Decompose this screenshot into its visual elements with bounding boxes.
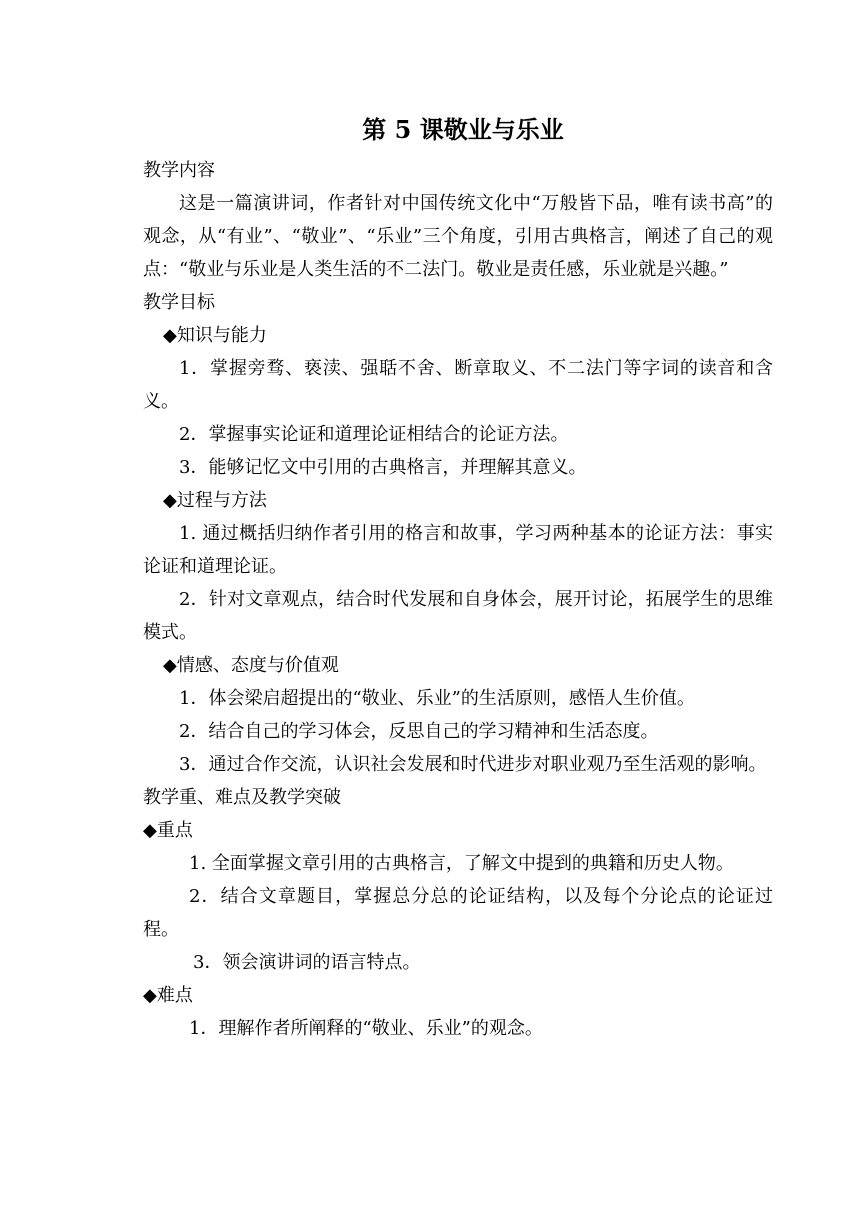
focus-item: 2．结合文章题目，掌握总分总的论证结构，以及每个分论点的论证过程。 [143, 886, 773, 940]
knowledge-item: 2．掌握事实论证和道理论证相结合的论证方法。 [179, 424, 569, 445]
emotion-item: 1．体会梁启超提出的“敬业、乐业”的生活原则，感悟人生价值。 [179, 688, 695, 709]
focus-item: 1. 全面掌握文章引用的古典格言，了解文中提到的典籍和历史人物。 [189, 853, 734, 874]
document-page [143, 110, 773, 1045]
section-heading-goals: 教学目标 [143, 292, 215, 313]
subheading-process: ◆过程与方法 [163, 490, 267, 511]
focus-item: 3．领会演讲词的语言特点。 [193, 952, 421, 973]
section-heading-key: 教学重、难点及教学突破 [143, 787, 341, 808]
process-item: 1. 通过概括归纳作者引用的格言和故事，学习两种基本的论证方法：事实论证和道理论证。 [143, 523, 773, 577]
difficulty-item: 1．理解作者所阐释的“敬业、乐业”的观念。 [189, 1018, 543, 1039]
page-title: 第 5 课敬业与乐业 [362, 115, 564, 144]
subheading-difficulty: ◆难点 [143, 985, 193, 1006]
subheading-focus: ◆重点 [143, 820, 193, 841]
subheading-knowledge: ◆知识与能力 [163, 325, 267, 346]
emotion-item: 3．通过合作交流，认识社会发展和时代进步对职业观乃至生活观的影响。 [179, 754, 767, 775]
knowledge-item: 1．掌握旁骛、亵渎、强聒不舍、断章取义、不二法门等字词的读音和含义。 [143, 358, 773, 412]
section-heading-content: 教学内容 [143, 160, 215, 181]
emotion-item: 2．结合自己的学习体会，反思自己的学习精神和生活态度。 [179, 721, 659, 742]
process-item: 2．针对文章观点，结合时代发展和自身体会，展开讨论，拓展学生的思维模式。 [143, 589, 773, 643]
subheading-emotion: ◆情感、态度与价值观 [163, 655, 339, 676]
content-paragraph: 这是一篇演讲词，作者针对中国传统文化中“万般皆下品，唯有读书高”的观念，从“有业”、“敬业”、“乐业”三个角度，引用古典格言，阐述了自己的观点：“敬业与乐业是人类生活的不二法门。敬业是责任感，乐业就是兴趣。” [143, 193, 773, 280]
knowledge-item: 3．能够记忆文中引用的古典格言，并理解其意义。 [179, 457, 587, 478]
